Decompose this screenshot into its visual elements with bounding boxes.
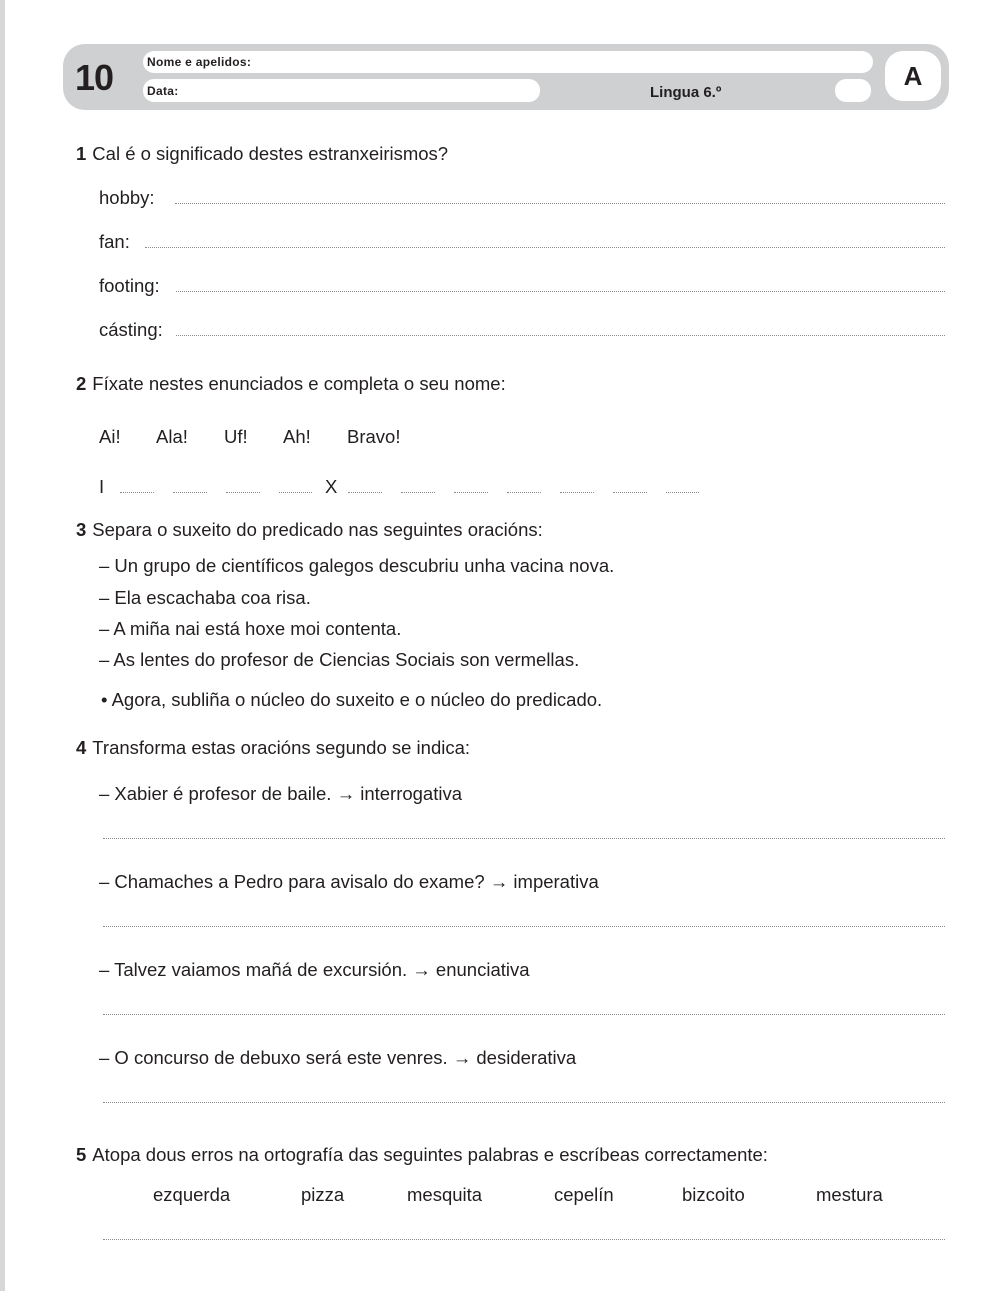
subject-label: Lingua 6.º (650, 84, 722, 101)
instruction-bullet: • Agora, subliña o núcleo do suxeito e o núcleo do predicado. (101, 689, 603, 710)
answer-line[interactable] (103, 1239, 945, 1240)
transform-item: – O concurso de debuxo será este venres. → desiderativa (99, 1047, 577, 1068)
question-prompt: Transforma estas oracións segundo se indica: (92, 737, 471, 758)
answer-line[interactable] (103, 1014, 945, 1015)
transform-item: – Chamaches a Pedro para avisalo do exame? → imperativa (99, 871, 599, 892)
page-edge (0, 0, 5, 1291)
name-field[interactable] (143, 51, 873, 73)
grade-field[interactable] (835, 79, 871, 102)
interjection: Bravo! (347, 426, 401, 447)
transform-item: – Talvez vaiamos mañá de excursión. → enunciativa (99, 959, 530, 980)
spelling-word: ezquerda (153, 1184, 231, 1205)
letter-blank[interactable] (401, 492, 435, 493)
question-5 (76, 1144, 768, 1166)
question-number: 3 (76, 519, 87, 540)
spelling-word: mestura (816, 1184, 883, 1205)
spelling-word: mesquita (407, 1184, 483, 1205)
worksheet-header (63, 44, 949, 110)
term-footing: footing: (99, 275, 160, 296)
letter-blank[interactable] (613, 492, 647, 493)
interjection: Ala! (156, 426, 188, 447)
name-label: Nome e apelidos: (147, 55, 252, 69)
question-number: 1 (76, 143, 87, 164)
unit-number: 10 (75, 57, 114, 98)
answer-line[interactable] (103, 1102, 945, 1103)
letter-blank[interactable] (120, 492, 154, 493)
letter-blank[interactable] (666, 492, 699, 493)
sentence: – A miña nai está hoxe moi contenta. (99, 618, 402, 639)
question-3 (76, 519, 543, 541)
letter-box-last: X (325, 476, 338, 497)
answer-line[interactable] (176, 291, 945, 292)
answer-line[interactable] (103, 838, 945, 839)
letter-blank[interactable] (226, 492, 260, 493)
sentence: – Un grupo de científicos galegos descubriu unha vacina nova. (99, 555, 615, 576)
question-4 (76, 737, 470, 759)
interjection: Ah! (283, 426, 311, 447)
question-prompt: Fíxate nestes enunciados e completa o seu nome: (92, 373, 506, 394)
question-2 (76, 373, 506, 395)
letter-blank[interactable] (173, 492, 207, 493)
interjection: Uf! (224, 426, 248, 447)
spelling-word: cepelín (554, 1184, 614, 1205)
question-number: 4 (76, 737, 87, 758)
spelling-word: pizza (301, 1184, 345, 1205)
question-prompt: Atopa dous erros na ortografía das seguintes palabras e escríbeas correctamente: (92, 1144, 768, 1165)
question-prompt: Cal é o significado destes estranxeirismos? (92, 143, 449, 164)
transform-item: – Xabier é profesor de baile. → interrogativa (99, 783, 463, 804)
letter-blank[interactable] (560, 492, 594, 493)
letter-blank[interactable] (279, 492, 312, 493)
date-field[interactable] (143, 79, 540, 102)
letter-blank[interactable] (507, 492, 541, 493)
question-1 (76, 143, 448, 165)
question-prompt: Separa o suxeito do predicado nas seguintes oracións: (92, 519, 543, 540)
answer-line[interactable] (145, 247, 945, 248)
sentence: – As lentes do profesor de Ciencias Sociais son vermellas. (99, 649, 580, 670)
date-label: Data: (147, 84, 179, 98)
answer-line[interactable] (103, 926, 945, 927)
sentence: – Ela escachaba coa risa. (99, 587, 311, 608)
term-hobby: hobby: (99, 187, 155, 208)
question-number: 2 (76, 373, 87, 394)
term-casting: cásting: (99, 319, 163, 340)
letter-box-first: I (99, 476, 105, 497)
spelling-word: bizcoito (682, 1184, 745, 1205)
term-fan: fan: (99, 231, 130, 252)
letter-blank[interactable] (348, 492, 382, 493)
answer-line[interactable] (176, 335, 945, 336)
letter-blank[interactable] (454, 492, 488, 493)
answer-line[interactable] (175, 203, 945, 204)
question-number: 5 (76, 1144, 87, 1165)
version-badge: A (885, 51, 941, 101)
interjection: Ai! (99, 426, 121, 447)
